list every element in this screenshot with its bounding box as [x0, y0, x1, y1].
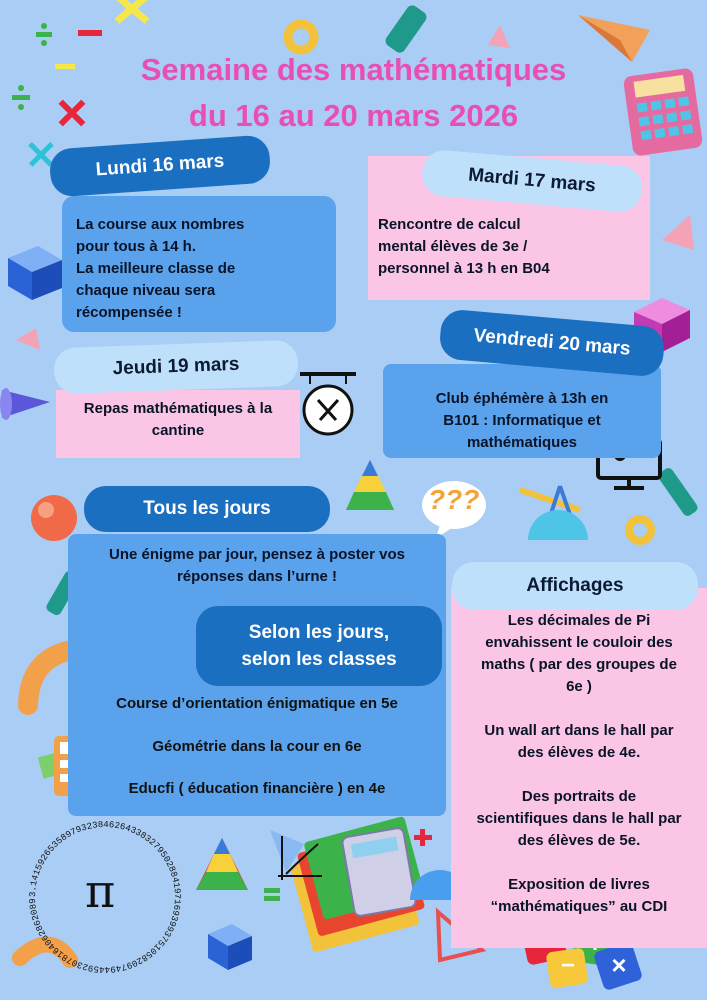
monday-line: pour tous à 14 h. — [76, 238, 197, 255]
question-marks: ??? — [428, 484, 480, 515]
displays-line: Des portraits de — [521, 788, 637, 805]
displays-line: des élèves de 5e. — [517, 832, 641, 849]
displays-line: Les décimales de Pi — [507, 612, 651, 629]
displays-line: des élèves de 4e. — [517, 744, 641, 761]
byday-item: Géométrie dans la cour en 6e — [152, 738, 362, 755]
bottom-calculator-icon — [342, 827, 417, 917]
friday-line: mathématiques — [466, 434, 578, 451]
thursday-box — [56, 390, 300, 458]
monday-line: chaque niveau sera — [76, 282, 216, 299]
geometry-tools-icon — [520, 486, 588, 540]
byday-item: Educfi ( éducation financière ) en 4e — [128, 780, 386, 797]
page-title-line2: du 16 au 20 mars 2026 — [188, 98, 519, 133]
displays-line: “mathématiques” au CDI — [490, 898, 668, 915]
displays-box — [451, 588, 707, 948]
monday-line: La course aux nombres — [76, 216, 245, 233]
displays-line: maths ( par des groupes de — [481, 656, 677, 673]
monday-box — [62, 196, 336, 332]
monday-line: récompensée ! — [76, 304, 182, 321]
byday-heading — [196, 606, 442, 686]
sphere-icon — [31, 495, 77, 541]
pyramid-icon — [488, 25, 510, 48]
byday-heading-line1: Selon les jours, — [248, 622, 390, 643]
everyday-line: Une énigme par jour, pensez à poster vos — [109, 546, 405, 563]
thursday-heading: Jeudi 19 mars — [53, 340, 298, 394]
rainbow-pyramid-icon — [346, 460, 394, 510]
friday-heading: Vendredi 20 mars — [438, 308, 666, 377]
tuesday-line: Rencontre de calcul — [378, 216, 521, 233]
cylinder-icon — [383, 3, 429, 55]
pi-spiral — [20, 812, 190, 982]
tile-times-symbol: × — [611, 950, 627, 980]
donut-icon — [288, 24, 314, 50]
displays-line: scientifiques dans le hall par — [476, 810, 682, 827]
displays-line: envahissent le couloir des — [485, 634, 673, 651]
tuesday-heading: Mardi 17 mars — [420, 149, 643, 214]
tile-minus-symbol: − — [560, 952, 575, 979]
friday-box — [383, 364, 661, 458]
tuesday-line: mental élèves de 3e / — [378, 238, 528, 255]
thursday-line: Repas mathématiques à la — [83, 400, 273, 417]
everyday-heading: Tous les jours — [84, 486, 330, 532]
friday-line: Club éphémère à 13h en — [435, 390, 609, 407]
cube-icon — [8, 246, 62, 300]
pi-symbol: π — [85, 864, 116, 918]
monday-line: La meilleure classe de — [76, 260, 236, 277]
tuesday-line: personnel à 13 h en B04 — [378, 260, 550, 277]
thursday-line: cantine — [151, 422, 205, 439]
restaurant-sign-icon — [300, 374, 356, 434]
displays-heading: Affichages — [452, 562, 698, 610]
displays-line: Un wall art dans le hall par — [484, 722, 674, 739]
page-title-line1: Semaine des mathématiques — [140, 52, 567, 87]
everyday-line: réponses dans l’urne ! — [176, 568, 338, 585]
friday-line: B101 : Informatique et — [443, 412, 601, 429]
displays-line: Exposition de livres — [508, 876, 650, 893]
byday-item: Course d’orientation énigmatique en 5e — [116, 695, 398, 712]
byday-heading-line2: selon les classes — [241, 649, 397, 670]
pi-digits: 3.1415926535897932384626433832795028841971693993751058209749445923078164062862089 — [27, 819, 183, 975]
monday-heading: Lundi 16 mars — [49, 134, 272, 197]
displays-line: 6e ) — [566, 678, 592, 695]
